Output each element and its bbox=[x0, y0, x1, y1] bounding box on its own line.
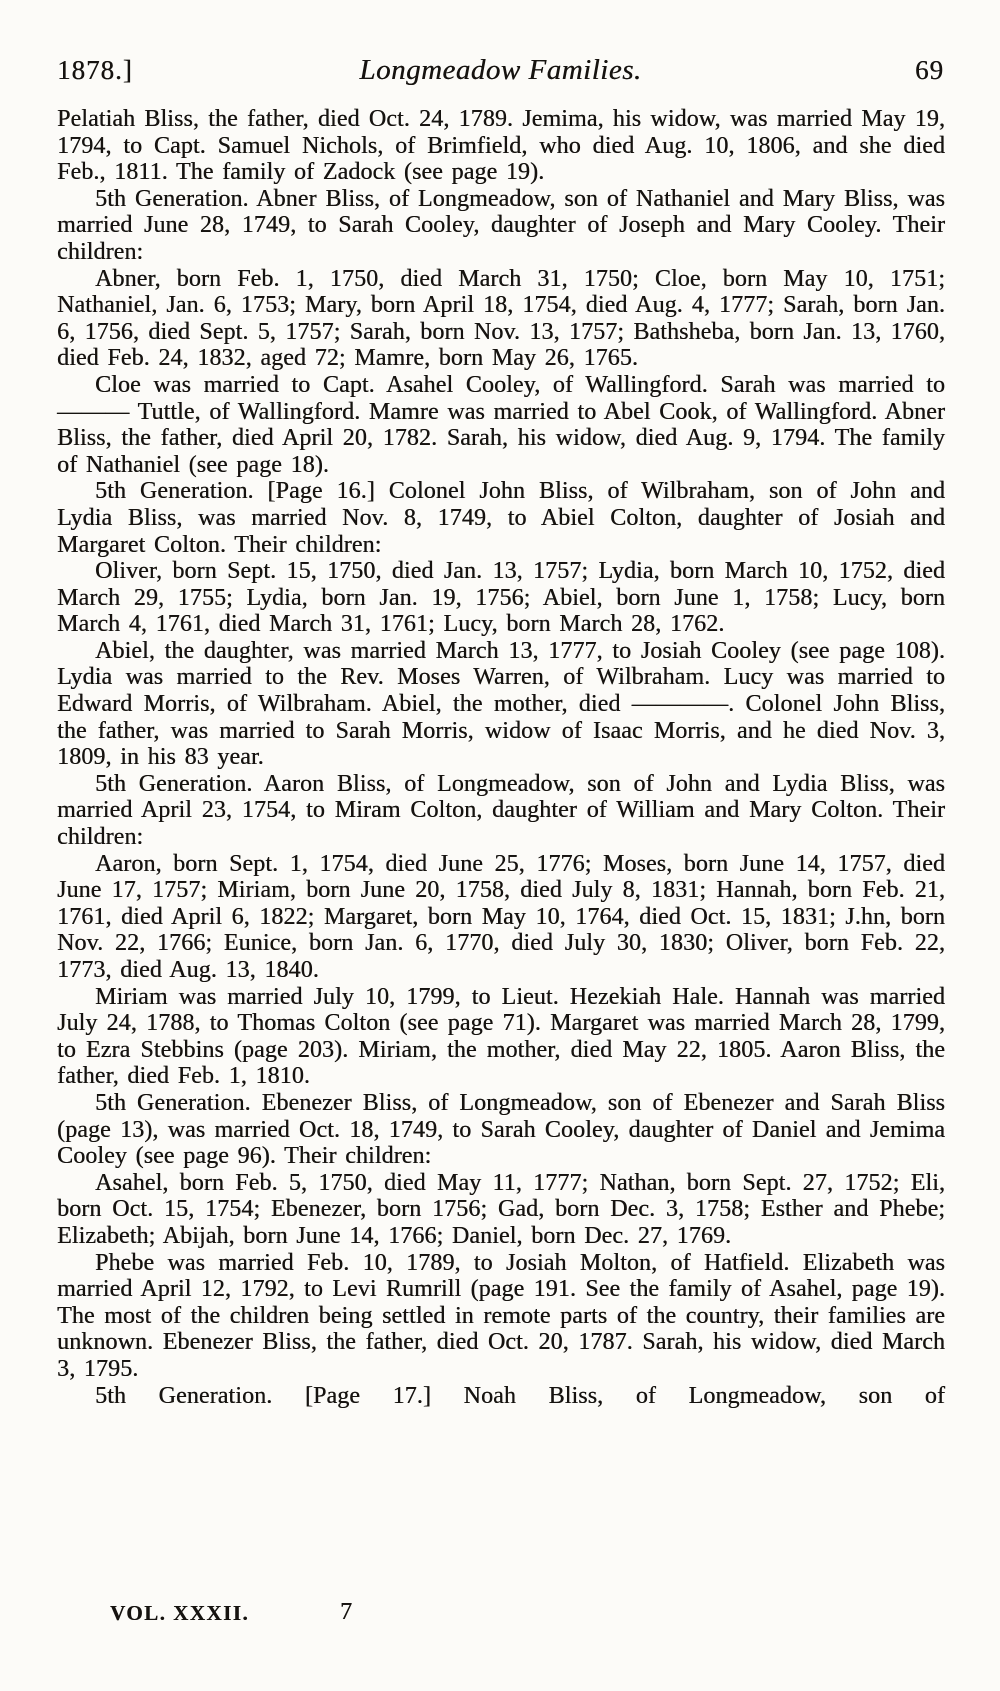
paragraph-aaron-children: Aaron, born Sept. 1, 1754, died June 25, 1776; Moses, born June 14, 1757, died June 17, 1757; Miriam, born June 20, 1758, died July 8, 1831; Hannah, born Feb. 21, 1761, died April 6, 1822; Margaret, born May 10, 1764, died Oct. 15, 1831; J.hn, born Nov. 22, 1766; Eunice, born Jan. 6, 1770, died July 30, 1830; Oliver, born Feb. 22, 1773, died Aug. 13, 1840. bbox=[57, 850, 945, 983]
page-title: Longmeadow Families. bbox=[359, 54, 642, 86]
paragraph-abner-marriages: Cloe was married to Capt. Asahel Cooley, of Wallingford. Sarah was married to ——— Tuttle, of Wallingford. Mamre was married to Abel Cook, of Wallingford. Abner Bliss, the father, died April 20, 1782. Sarah, his widow, died Aug. 9, 1794. The family of Nathaniel (see page 18). bbox=[57, 371, 945, 478]
paragraph-abner-children: Abner, born Feb. 1, 1750, died March 31, 1750; Cloe, born May 10, 1751; Nathaniel, Jan. 6, 1753; Mary, born April 18, 1754, died Aug. 4, 1777; Sarah, born Jan. 6, 1756, died Sept. 5, 1757; Sarah, born Nov. 13, 1757; Bathsheba, born Jan. 13, 1760, died Feb. 24, 1832, aged 72; Mamre, born May 26, 1765. bbox=[57, 265, 945, 372]
paragraph-john-children: Oliver, born Sept. 15, 1750, died Jan. 13, 1757; Lydia, born March 10, 1752, died March 29, 1755; Lydia, born Jan. 19, 1756; Abiel, born June 1, 1758; Lucy, born March 4, 1761, died March 31, 1761; Lucy, born March 28, 1762. bbox=[57, 558, 945, 638]
paragraph-john-bliss-family: 5th Generation. [Page 16.] Colonel John Bliss, of Wilbraham, son of John and Lydia Bliss, was married Nov. 8, 1749, to Abiel Colton, daughter of Josiah and Margaret Colton. Their children: bbox=[57, 478, 945, 558]
paragraph-ebenezer-bliss-family: 5th Generation. Ebenezer Bliss, of Longmeadow, son of Ebenezer and Sarah Bliss (page 13), was married Oct. 18, 1749, to Sarah Cooley, daughter of Daniel and Jemima Cooley (see page 96). Their children: bbox=[57, 1089, 945, 1170]
running-head bbox=[57, 54, 944, 87]
paragraph-john-marriages: Abiel, the daughter, was married March 13, 1777, to Josiah Cooley (see page 108). Lydia was married to the Rev. Moses Warren, of Wilbraham. Lucy was married to Edward Morris, of Wilbraham. Abiel, the mother, died ————. Colonel John Bliss, the father, was married to Sarah Morris, widow of Isaac Morris, and he died Nov. 3, 1809, in his 83 year. bbox=[57, 637, 945, 771]
page-footer bbox=[110, 1601, 510, 1626]
volume-label: VOL. XXXII. bbox=[110, 1601, 250, 1625]
paragraph-ebenezer-children: Asahel, born Feb. 5, 1750, died May 11, 1777; Nathan, born Sept. 27, 1752; Eli, born Oct. 15, 1754; Ebenezer, born 1756; Gad, born Dec. 3, 1758; Esther and Phebe; Elizabeth; Abijah, born June 14, 1766; Daniel, born Dec. 27, 1769. bbox=[57, 1169, 945, 1249]
paragraph-abner-bliss-family: 5th Generation. Abner Bliss, of Longmeadow, son of Nathaniel and Mary Bliss, was married June 28, 1749, to Sarah Cooley, daughter of Joseph and Mary Cooley. Their children: bbox=[57, 185, 945, 265]
paragraph-aaron-bliss-family: 5th Generation. Aaron Bliss, of Longmeadow, son of John and Lydia Bliss, was married April 23, 1754, to Miram Colton, daughter of William and Mary Colton. Their children: bbox=[57, 770, 945, 851]
signature-number: 7 bbox=[340, 1599, 352, 1625]
header-year: 1878.] bbox=[57, 55, 133, 85]
paragraph-noah-bliss-family: 5th Generation. [Page 17.] Noah Bliss, of Longmeadow, son of bbox=[95, 1382, 945, 1409]
paragraph-pelatiah-bliss: Pelatiah Bliss, the father, died Oct. 24, 1789. Jemima, his widow, was married May 19, 1794, to Capt. Samuel Nichols, of Brimfield, who died Aug. 10, 1806, and she died Feb., 1811. The family of Zadock (see page 19). bbox=[57, 106, 945, 186]
page-body bbox=[57, 106, 945, 1409]
paragraph-ebenezer-marriages: Phebe was married Feb. 10, 1789, to Josiah Molton, of Hatfield. Elizabeth was married April 12, 1792, to Levi Rumrill (page 191. See the family of Asahel, page 19). The most of the children being settled in remote parts of the country, their families are unknown. Ebenezer Bliss, the father, died Oct. 20, 1787. Sarah, his widow, died March 3, 1795. bbox=[57, 1249, 945, 1382]
header-page-number: 69 bbox=[915, 55, 944, 85]
paragraph-aaron-marriages: Miriam was married July 10, 1799, to Lieut. Hezekiah Hale. Hannah was married July 24, 1788, to Thomas Colton (see page 71). Margaret was married March 28, 1799, to Ezra Stebbins (page 203). Miriam, the mother, died May 22, 1805. Aaron Bliss, the father, died Feb. 1, 1810. bbox=[57, 983, 945, 1090]
